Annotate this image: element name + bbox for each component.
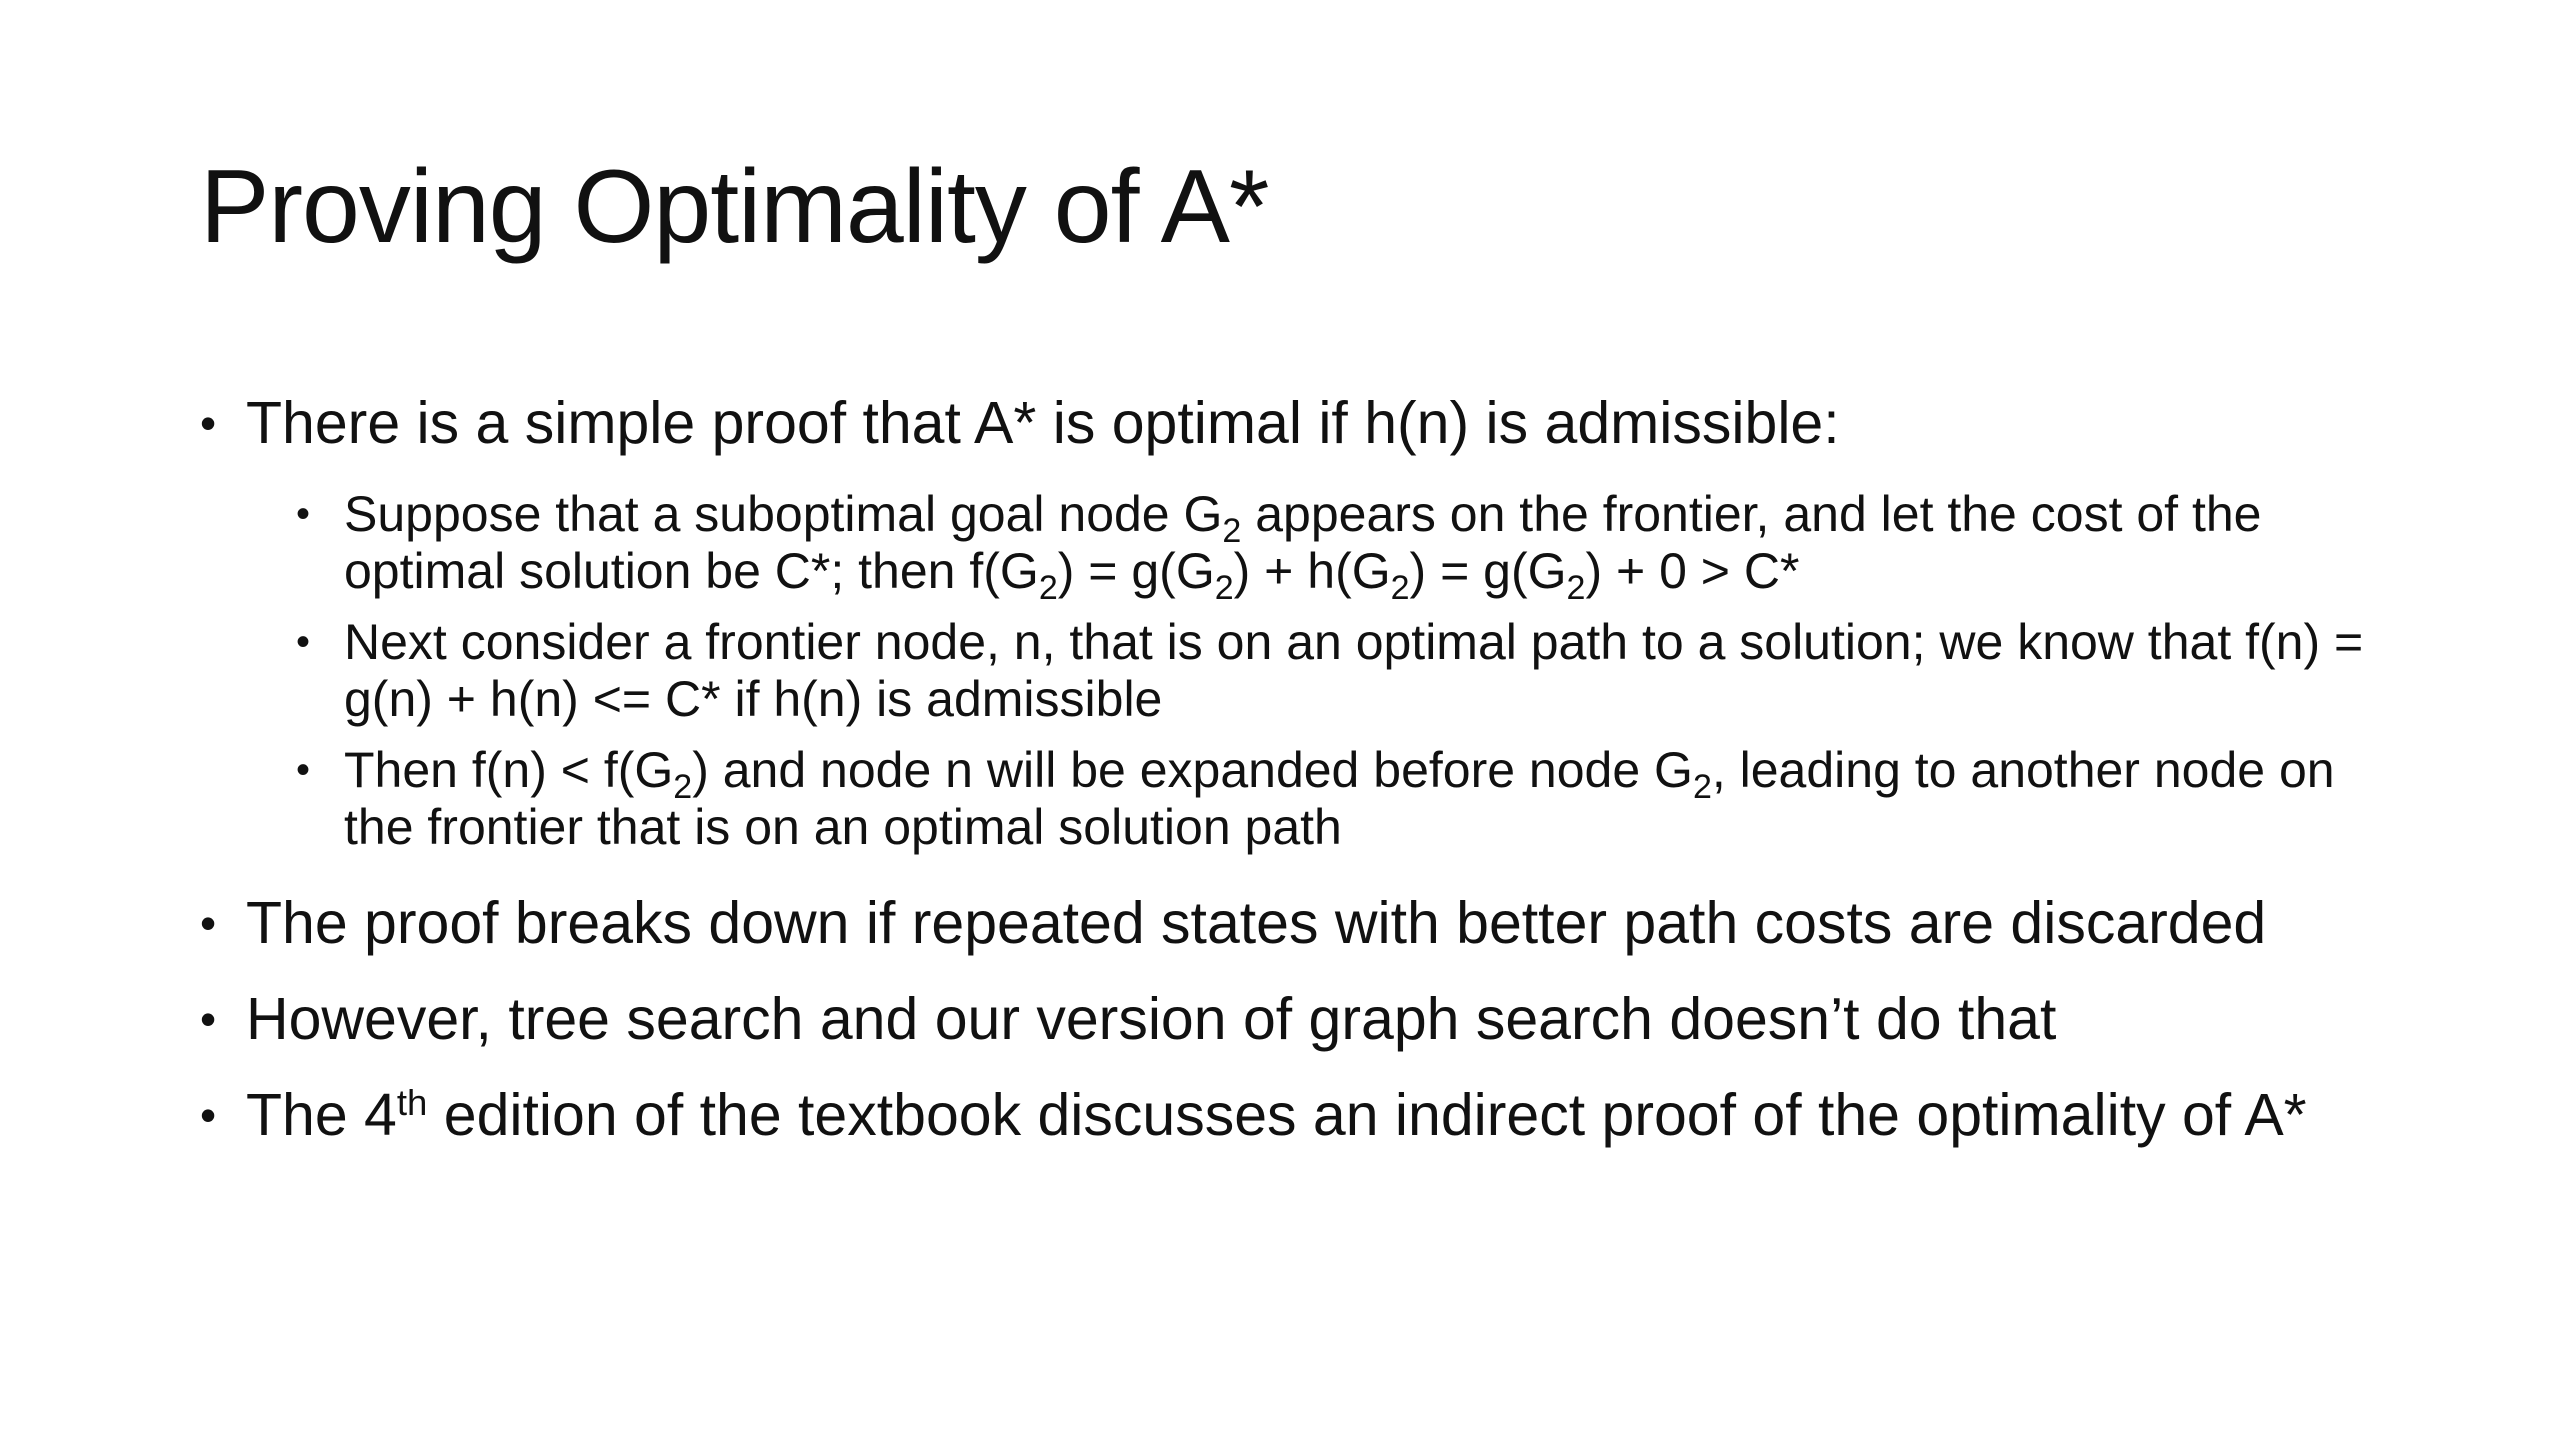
subscript: 2: [1222, 511, 1242, 550]
subscript: 2: [1214, 568, 1234, 607]
sub-bullet-suboptimal-goal: [296, 486, 2400, 607]
sub-bullet-frontier-node: [296, 614, 2400, 728]
subscript: 2: [1390, 568, 1410, 607]
sub-bullet-text: Next consider a frontier node, n, that is on an optimal path to a solution; we know that f(n) = g(n) + h(n) <= C* if h(n) is admissible: [344, 614, 2364, 727]
bullet-tree-search: [200, 986, 2400, 1052]
sub-bullet-expanded-before: [296, 742, 2400, 856]
bullet-dot-icon: •: [296, 748, 311, 792]
bullet-dot-icon: •: [296, 620, 311, 664]
sub-bullet-list: [200, 486, 2400, 856]
subscript: 2: [673, 767, 693, 806]
bullet-textbook-edition: [200, 1082, 2400, 1148]
subscript: 2: [1038, 568, 1058, 607]
bullet-text: There is a simple proof that A* is optimal if h(n) is admissible:: [246, 390, 1840, 456]
sub-bullet-text: Then $f(n) < f(G_2)$ and node n will be expanded before node $G_2$, leading to another node on the frontier that is on an optimal solution path: [344, 742, 2335, 855]
bullet-dot-icon: •: [200, 993, 217, 1045]
bullet-simple-proof: [200, 390, 2400, 456]
bullet-text: However, tree search and our version of graph search doesn’t do that: [246, 986, 2057, 1052]
superscript: th: [396, 1081, 428, 1123]
bullet-text: The proof breaks down if repeated states with better path costs are discarded: [246, 890, 2267, 956]
slide-content: [200, 390, 2400, 1178]
bullet-proof-breaks-down: [200, 890, 2400, 956]
subscript: 2: [1566, 568, 1586, 607]
subscript: 2: [1692, 767, 1712, 806]
bullet-dot-icon: •: [200, 1089, 217, 1141]
slide-title: Proving Optimality of A*: [200, 149, 1269, 265]
bullet-text: The 4th edition of the textbook discusses an indirect proof of the optimality of A*: [246, 1081, 2307, 1148]
bullet-dot-icon: •: [200, 897, 217, 949]
bullet-dot-icon: •: [296, 492, 311, 536]
sub-bullet-text: Suppose that a suboptimal goal node $G_2$ appears on the frontier, and let the cost of the optimal solution be C*; then $f(G_2) = g(G_2) + h(G_2) = g(G_2) + 0 > C*$: [344, 486, 2262, 607]
bullet-dot-icon: •: [200, 397, 217, 449]
